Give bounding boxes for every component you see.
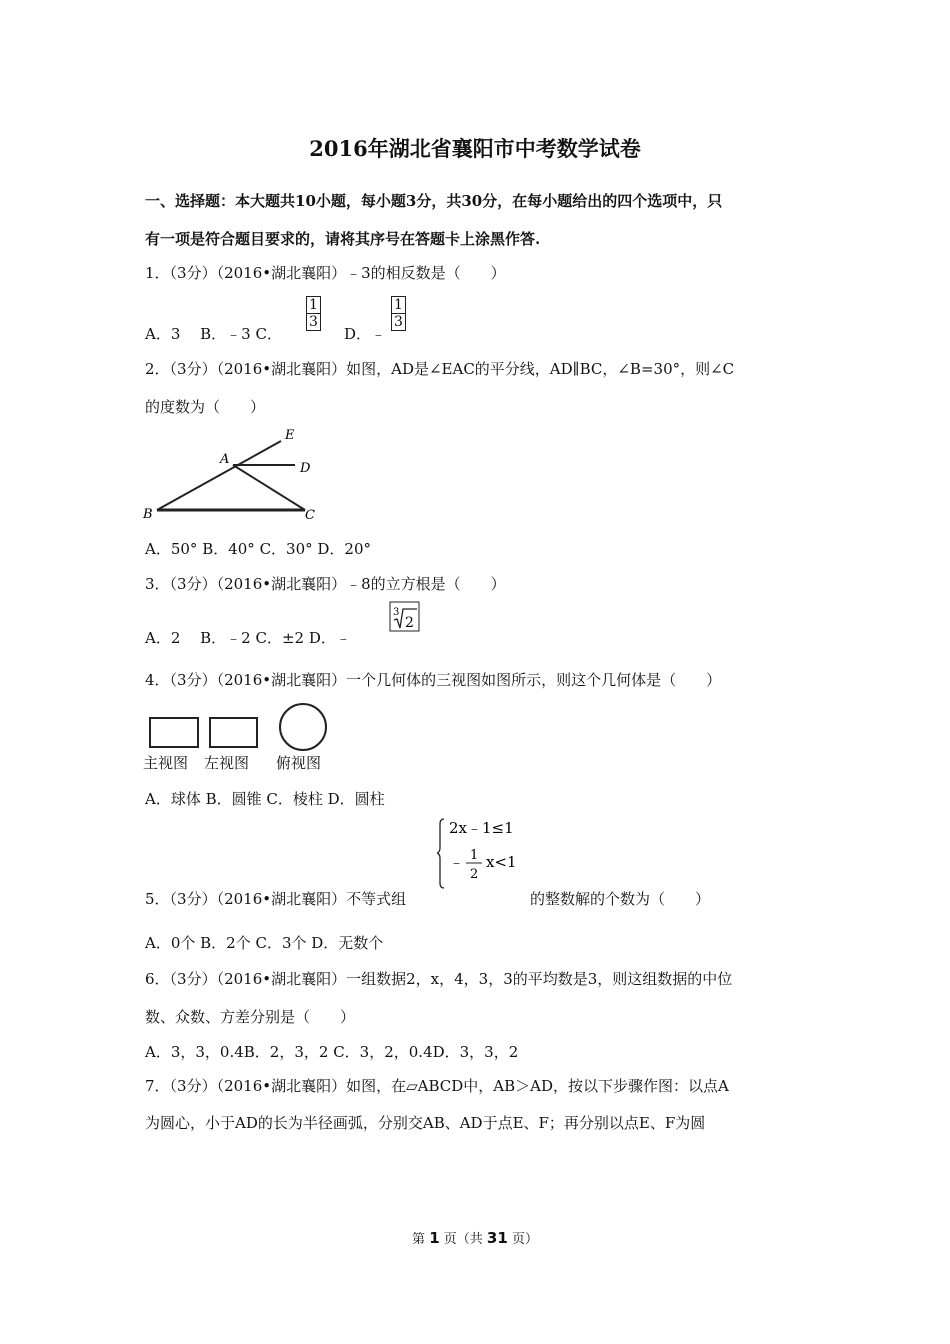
question-2-stem-line2: 的度数为（ ） <box>145 398 266 416</box>
question-5-stem-before: 5．（3分）（2016•湖北襄阳）不等式组 <box>145 890 407 908</box>
question-4-stem: 4．（3分）（2016•湖北襄阳）一个几何体的三视图如图所示，则这个几何体是（ ） <box>145 671 722 689</box>
page-title: 2016年湖北省襄阳市中考数学试卷 <box>309 136 641 161</box>
caption-top-view: 俯视图 <box>276 754 322 772</box>
line-a-to-c <box>233 465 305 510</box>
footer-prefix: 第 <box>412 1232 426 1247</box>
left-brace <box>437 819 444 888</box>
caption-front-view: 主视图 <box>143 754 189 772</box>
footer-suffix: 页） <box>511 1232 538 1247</box>
label-d: D <box>300 461 311 476</box>
question-7-stem-line1: 7．（3分）（2016•湖北襄阳）如图，在▱ABCD中，AB＞AD，按以下步骤作图：以点A <box>145 1077 729 1095</box>
question-6-stem-line2: 数、众数、方差分别是（ ） <box>145 1008 356 1026</box>
caption-side-view: 左视图 <box>204 754 250 772</box>
fraction-numerator: 1 <box>392 297 405 314</box>
question-2-options: A．50° B．40° C．30° D．20° <box>145 540 372 558</box>
section-header-line2: 有一项是符合题目要求的，请将其序号在答题卡上涂黑作答. <box>145 230 541 248</box>
question-1-options: A．3 B．﹣3 C． <box>145 325 282 343</box>
inequality-2-denominator: 2 <box>470 867 479 882</box>
label-e: E <box>285 428 295 443</box>
question-3-stem: 3．（3分）（2016•湖北襄阳）﹣8的立方根是（ ） <box>145 575 506 593</box>
question-6-stem-line1: 6．（3分）（2016•湖北襄阳）一组数据2，x，4，3，3的平均数是3，则这组数据的中位 <box>145 970 733 988</box>
question-1-option-d: D．﹣ <box>344 325 387 343</box>
question-1-option-c-fraction <box>306 296 321 331</box>
question-7-stem-line2: 为圆心，小于AD的长为半径画弧，分别交AB、AD于点E、F；再分别以点E、F为圆 <box>145 1114 706 1132</box>
question-2-geometry-figure <box>140 425 330 525</box>
inequality-2-prefix: ﹣ <box>449 853 465 871</box>
question-3-options: A．2 B．﹣2 C．±2 D．﹣ <box>145 629 351 647</box>
question-4-options: A．球体 B．圆锥 C．棱柱 D．圆柱 <box>145 790 385 808</box>
side-view-rectangle <box>210 718 257 747</box>
question-5-options: A．0个 B．2个 C．3个 D．无数个 <box>145 934 384 952</box>
question-1-stem: 1．（3分）（2016•湖北襄阳）﹣3的相反数是（ ） <box>145 264 506 282</box>
front-view-rectangle <box>150 718 198 747</box>
line-b-to-e <box>157 441 281 510</box>
page-footer <box>0 1228 950 1247</box>
root-radicand: 2 <box>405 615 414 631</box>
footer-total-pages: 31 <box>486 1229 508 1247</box>
question-6-options: A．3，3，0.4B．2，3，2 C．3，2，0.4D．3，3，2 <box>145 1043 519 1061</box>
inequality-2-suffix: x<1 <box>486 853 517 871</box>
fraction-numerator: 1 <box>307 297 320 314</box>
section-header-line1: 一、选择题：本大题共10小题，每小题3分，共30分，在每小题给出的四个选项中，只 <box>145 192 723 210</box>
root-index: 3 <box>393 607 400 618</box>
question-3-cube-root-sign <box>389 601 421 633</box>
question-5-inequality-system <box>437 815 533 893</box>
question-1-option-d-fraction <box>391 296 406 331</box>
top-view-circle <box>280 704 326 750</box>
inequality-2-numerator: 1 <box>470 848 479 863</box>
question-2-stem-line1: 2．（3分）（2016•湖北襄阳）如图，AD是∠EAC的平分线，AD∥BC，∠B=30°，则∠C <box>145 360 735 378</box>
label-a: A <box>220 452 230 467</box>
inequality-1: 2x﹣1≤1 <box>449 819 514 837</box>
question-4-three-views-figure <box>140 702 340 754</box>
footer-page-number: 1 <box>429 1229 440 1247</box>
label-b: B <box>143 507 153 522</box>
label-c: C <box>305 508 315 523</box>
question-5-stem-after: 的整数解的个数为（ ） <box>530 890 711 908</box>
fraction-denominator: 3 <box>394 314 403 330</box>
footer-middle: 页（共 <box>443 1232 483 1247</box>
fraction-denominator: 3 <box>309 314 318 330</box>
